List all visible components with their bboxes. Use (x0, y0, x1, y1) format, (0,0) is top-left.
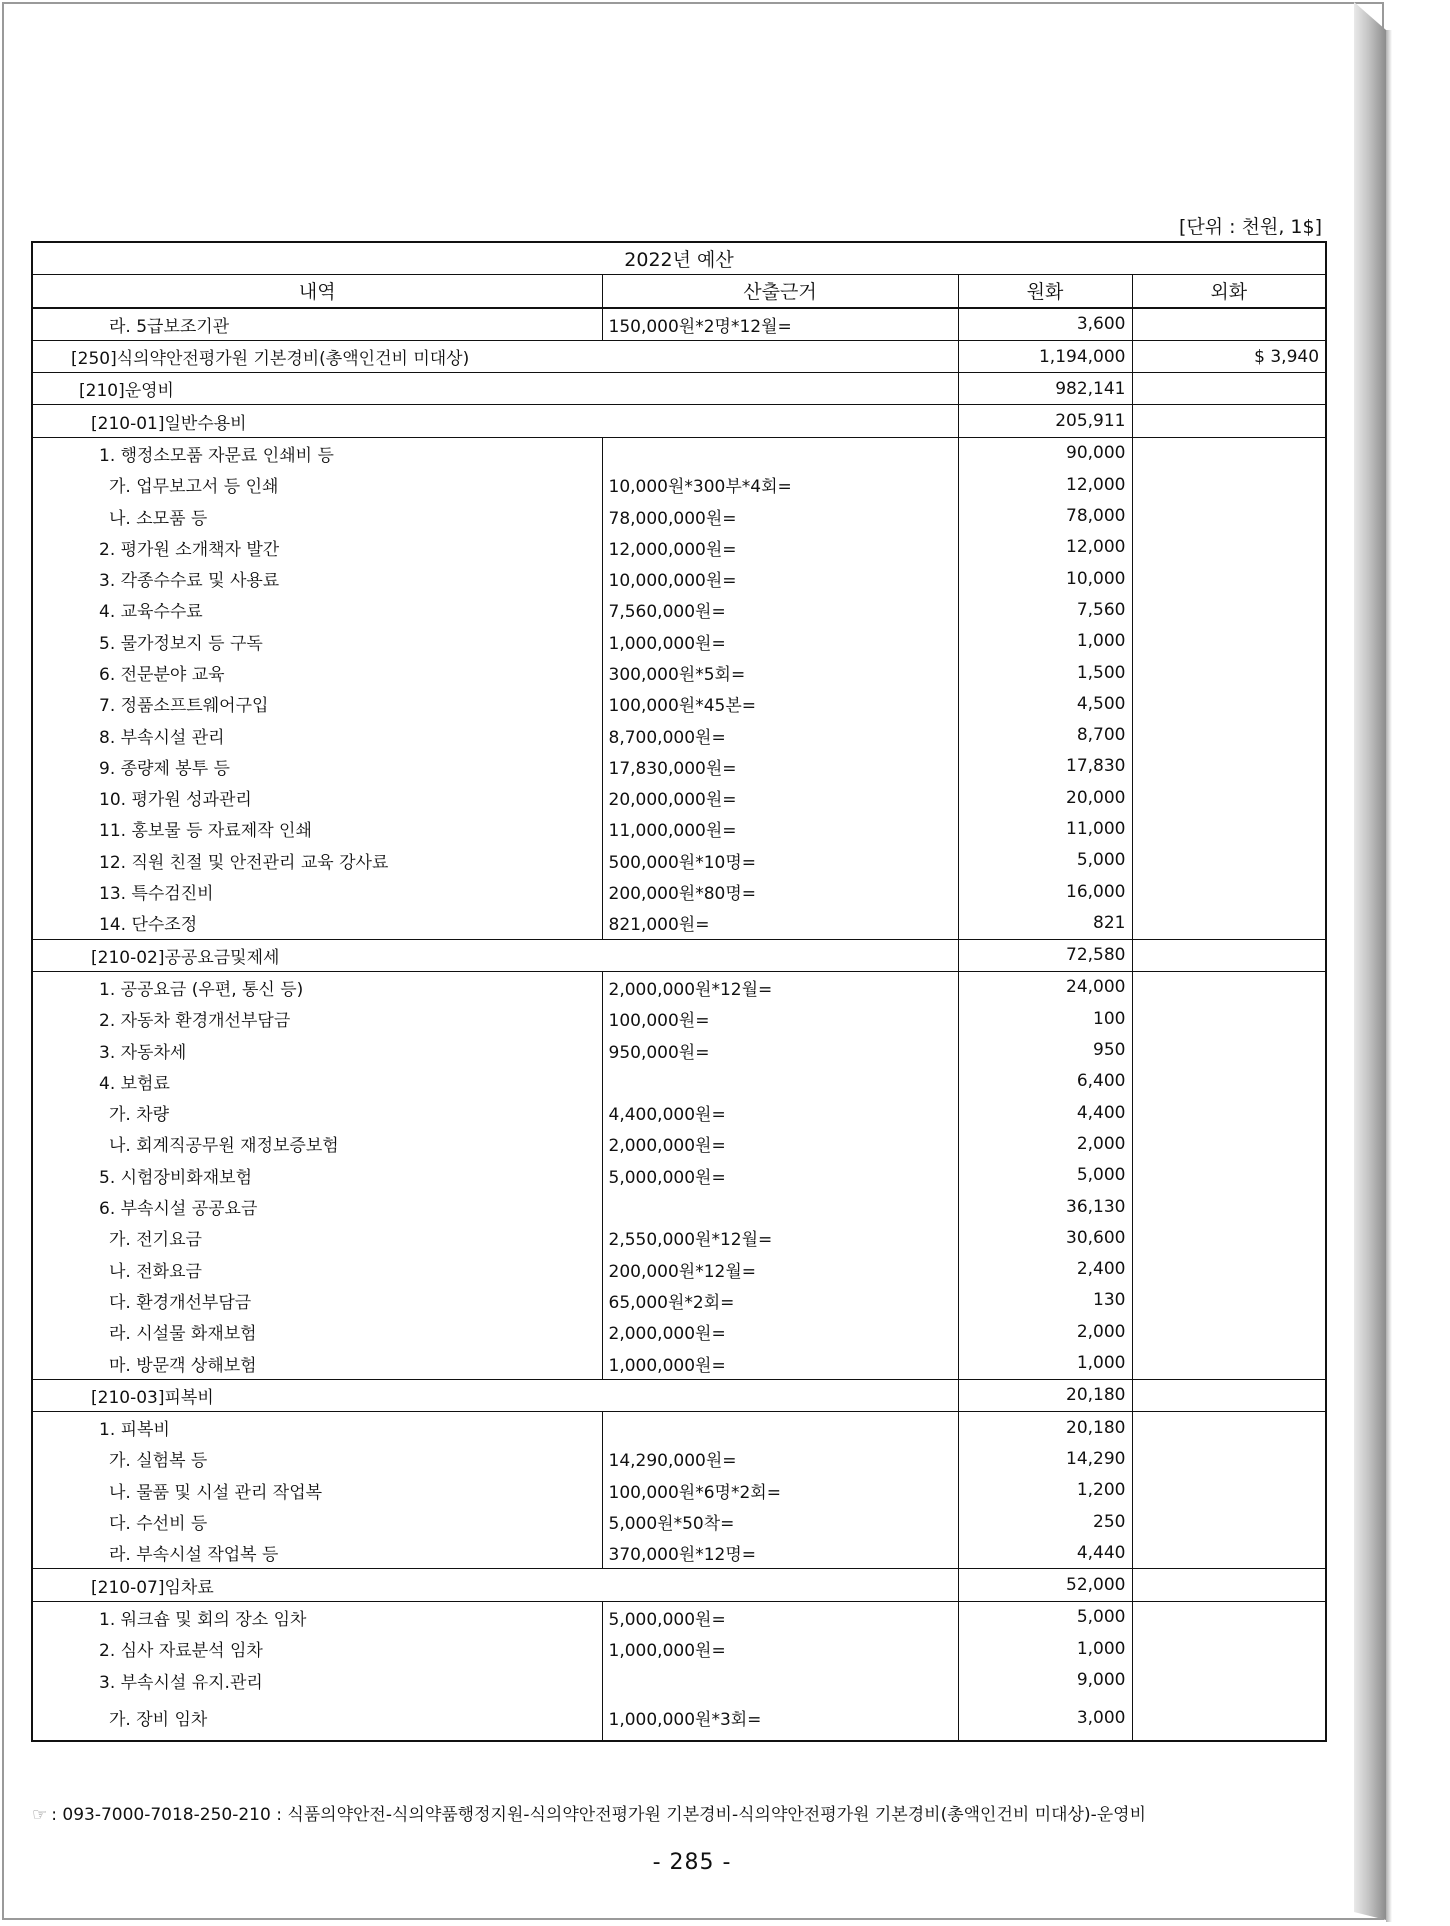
row-krw-amount: 10,000 (958, 563, 1132, 594)
row-description: 3. 각종수수료 및 사용료 (32, 563, 602, 594)
table-row (32, 813, 1326, 844)
row-basis: 1,000,000원= (602, 1347, 958, 1379)
row-krw-amount: 205,911 (958, 405, 1132, 437)
row-fx-amount (1132, 1222, 1326, 1253)
row-basis: 10,000원*300부*4회= (602, 469, 958, 500)
row-basis: 370,000원*12명= (602, 1537, 958, 1569)
row-description: 11. 홍보물 등 자료제작 인쇄 (32, 813, 602, 844)
table-row (32, 532, 1326, 563)
footnote (32, 1800, 1146, 1825)
header-basis: 산출근거 (602, 275, 958, 308)
row-fx-amount (1132, 688, 1326, 719)
table-row (32, 1475, 1326, 1506)
row-fx-amount (1132, 1128, 1326, 1159)
row-description: 1. 행정소모품 자문료 인쇄비 등 (32, 437, 602, 469)
row-description: 14. 단수조정 (32, 907, 602, 939)
row-description: 가. 전기요금 (32, 1222, 602, 1253)
table-row (32, 1003, 1326, 1034)
row-krw-amount: 72,580 (958, 939, 1132, 971)
row-fx-amount (1132, 563, 1326, 594)
footnote-text: : 093-7000-7018-250-210 : 식품의약안전-식의약품행정지원-식의약안전평가원 기본경비-식의약안전평가원 기본경비(총액인건비 미대상)-운영비 (51, 1805, 1147, 1825)
row-fx-amount: $ 3,940 (1132, 340, 1326, 372)
table-row (32, 1066, 1326, 1097)
row-krw-amount: 100 (958, 1003, 1132, 1034)
row-description: 나. 소모품 등 (32, 500, 602, 531)
row-basis: 65,000원*2회= (602, 1285, 958, 1316)
row-fx-amount (1132, 1097, 1326, 1128)
pointing-hand-icon: ☞ (32, 1805, 48, 1825)
table-row (32, 1034, 1326, 1065)
row-fx-amount (1132, 939, 1326, 971)
row-fx-amount (1132, 876, 1326, 907)
row-krw-amount: 24,000 (958, 971, 1132, 1003)
row-krw-amount: 4,440 (958, 1537, 1132, 1569)
row-description: 1. 공공요금 (우편, 통신 등) (32, 971, 602, 1003)
row-krw-amount: 9,000 (958, 1664, 1132, 1695)
row-krw-amount: 1,000 (958, 1347, 1132, 1379)
row-krw-amount: 950 (958, 1034, 1132, 1065)
row-basis: 78,000,000원= (602, 500, 958, 531)
row-description: [210-07]임차료 (32, 1569, 958, 1601)
row-basis: 200,000원*12월= (602, 1254, 958, 1285)
row-basis: 4,400,000원= (602, 1097, 958, 1128)
table-row (32, 688, 1326, 719)
row-description: 4. 보험료 (32, 1066, 602, 1097)
row-krw-amount: 982,141 (958, 373, 1132, 405)
row-fx-amount (1132, 308, 1326, 341)
row-krw-amount: 36,130 (958, 1191, 1132, 1222)
row-krw-amount: 1,194,000 (958, 340, 1132, 372)
table-row (32, 1097, 1326, 1128)
row-fx-amount (1132, 405, 1326, 437)
row-basis: 14,290,000원= (602, 1443, 958, 1474)
table-row (32, 719, 1326, 750)
row-description: 4. 교육수수료 (32, 594, 602, 625)
row-basis: 5,000원*50착= (602, 1506, 958, 1537)
header-description: 내역 (32, 275, 602, 308)
table-section-row (32, 1379, 1326, 1411)
row-krw-amount: 130 (958, 1285, 1132, 1316)
row-description: 라. 부속시설 작업복 등 (32, 1537, 602, 1569)
row-fx-amount (1132, 1633, 1326, 1664)
row-description: 가. 실험복 등 (32, 1443, 602, 1474)
row-krw-amount: 250 (958, 1506, 1132, 1537)
row-krw-amount: 7,560 (958, 594, 1132, 625)
table-section-row (32, 1569, 1326, 1601)
row-krw-amount: 4,500 (958, 688, 1132, 719)
row-basis: 200,000원*80명= (602, 876, 958, 907)
row-basis: 100,000원= (602, 1003, 958, 1034)
row-basis: 1,000,000원= (602, 1633, 958, 1664)
page-shadow (1386, 30, 1392, 1922)
row-basis (602, 1664, 958, 1695)
row-description: 다. 수선비 등 (32, 1506, 602, 1537)
row-description: [210-03]피복비 (32, 1379, 958, 1411)
row-krw-amount: 11,000 (958, 813, 1132, 844)
row-fx-amount (1132, 719, 1326, 750)
row-description: 10. 평가원 성과관리 (32, 782, 602, 813)
row-description: 7. 정품소프트웨어구입 (32, 688, 602, 719)
row-basis: 821,000원= (602, 907, 958, 939)
table-row (32, 657, 1326, 688)
row-krw-amount: 1,500 (958, 657, 1132, 688)
row-description: 라. 5급보조기관 (32, 308, 602, 341)
table-row (32, 1160, 1326, 1191)
row-basis: 500,000원*10명= (602, 845, 958, 876)
row-basis: 2,000,000원= (602, 1316, 958, 1347)
row-fx-amount (1132, 1443, 1326, 1474)
table-row (32, 626, 1326, 657)
page-number: - 285 - (652, 1850, 732, 1875)
row-krw-amount: 821 (958, 907, 1132, 939)
row-krw-amount: 78,000 (958, 500, 1132, 531)
row-fx-amount (1132, 1160, 1326, 1191)
table-row (32, 1506, 1326, 1537)
row-description: 가. 업무보고서 등 인쇄 (32, 469, 602, 500)
table-row (32, 1443, 1326, 1474)
row-krw-amount: 6,400 (958, 1066, 1132, 1097)
row-description: [210-02]공공요금및제세 (32, 939, 958, 971)
table-row (32, 1222, 1326, 1253)
row-krw-amount: 1,000 (958, 626, 1132, 657)
budget-rows (32, 308, 1326, 1741)
table-row (32, 1696, 1326, 1741)
row-fx-amount (1132, 1475, 1326, 1506)
row-krw-amount: 20,000 (958, 782, 1132, 813)
page-curl-edge (1354, 2, 1386, 1920)
row-description: 13. 특수검진비 (32, 876, 602, 907)
row-basis (602, 1066, 958, 1097)
row-description: 6. 부속시설 공공요금 (32, 1191, 602, 1222)
row-description: 가. 장비 임차 (32, 1696, 602, 1741)
row-basis: 1,000,000원= (602, 626, 958, 657)
table-row (32, 469, 1326, 500)
row-krw-amount: 1,200 (958, 1475, 1132, 1506)
row-basis: 10,000,000원= (602, 563, 958, 594)
row-krw-amount: 5,000 (958, 1601, 1132, 1633)
row-description: 5. 시험장비화재보험 (32, 1160, 602, 1191)
row-fx-amount (1132, 1601, 1326, 1633)
row-fx-amount (1132, 971, 1326, 1003)
row-krw-amount: 1,000 (958, 1633, 1132, 1664)
row-krw-amount: 20,180 (958, 1411, 1132, 1443)
row-basis: 11,000,000원= (602, 813, 958, 844)
row-fx-amount (1132, 1569, 1326, 1601)
row-description: 5. 물가정보지 등 구독 (32, 626, 602, 657)
row-basis (602, 1191, 958, 1222)
row-description: 2. 자동차 환경개선부담금 (32, 1003, 602, 1034)
table-row (32, 876, 1326, 907)
row-description: 12. 직원 친절 및 안전관리 교육 강사료 (32, 845, 602, 876)
row-description: 8. 부속시설 관리 (32, 719, 602, 750)
row-description: [210-01]일반수용비 (32, 405, 958, 437)
row-description: [210]운영비 (32, 373, 958, 405)
row-fx-amount (1132, 751, 1326, 782)
table-section-row (32, 340, 1326, 372)
row-fx-amount (1132, 594, 1326, 625)
budget-table (31, 241, 1327, 1742)
header-krw: 원화 (958, 275, 1132, 308)
row-krw-amount: 30,600 (958, 1222, 1132, 1253)
table-row (32, 594, 1326, 625)
row-krw-amount: 2,000 (958, 1316, 1132, 1347)
row-krw-amount: 4,400 (958, 1097, 1132, 1128)
row-krw-amount: 8,700 (958, 719, 1132, 750)
row-krw-amount: 20,180 (958, 1379, 1132, 1411)
row-fx-amount (1132, 469, 1326, 500)
row-basis: 2,550,000원*12월= (602, 1222, 958, 1253)
row-basis: 12,000,000원= (602, 532, 958, 563)
row-fx-amount (1132, 1034, 1326, 1065)
row-fx-amount (1132, 1696, 1326, 1741)
table-row (32, 1664, 1326, 1695)
row-krw-amount: 16,000 (958, 876, 1132, 907)
row-krw-amount: 3,000 (958, 1696, 1132, 1741)
row-fx-amount (1132, 907, 1326, 939)
row-krw-amount: 5,000 (958, 1160, 1132, 1191)
row-fx-amount (1132, 1066, 1326, 1097)
row-description: 1. 워크숍 및 회의 장소 임차 (32, 1601, 602, 1633)
row-basis: 150,000원*2명*12월= (602, 308, 958, 341)
row-description: 나. 전화요금 (32, 1254, 602, 1285)
table-row (32, 751, 1326, 782)
row-description: 2. 평가원 소개책자 발간 (32, 532, 602, 563)
row-basis: 8,700,000원= (602, 719, 958, 750)
row-fx-amount (1132, 1379, 1326, 1411)
row-krw-amount: 90,000 (958, 437, 1132, 469)
table-row (32, 782, 1326, 813)
row-basis: 5,000,000원= (602, 1160, 958, 1191)
row-description: 나. 회계직공무원 재정보증보험 (32, 1128, 602, 1159)
table-section-row (32, 939, 1326, 971)
table-row (32, 308, 1326, 341)
row-fx-amount (1132, 1285, 1326, 1316)
table-row (32, 500, 1326, 531)
table-section-row (32, 373, 1326, 405)
row-description: 라. 시설물 화재보험 (32, 1316, 602, 1347)
row-fx-amount (1132, 1191, 1326, 1222)
row-fx-amount (1132, 437, 1326, 469)
row-fx-amount (1132, 657, 1326, 688)
table-row (32, 1316, 1326, 1347)
table-row (32, 907, 1326, 939)
table-section-row (32, 405, 1326, 437)
row-krw-amount: 3,600 (958, 308, 1132, 341)
row-fx-amount (1132, 373, 1326, 405)
row-description: 6. 전문분야 교육 (32, 657, 602, 688)
row-fx-amount (1132, 845, 1326, 876)
row-fx-amount (1132, 1411, 1326, 1443)
row-krw-amount: 5,000 (958, 845, 1132, 876)
row-basis (602, 437, 958, 469)
row-description: 나. 물품 및 시설 관리 작업복 (32, 1475, 602, 1506)
table-row (32, 1537, 1326, 1569)
row-fx-amount (1132, 782, 1326, 813)
row-fx-amount (1132, 813, 1326, 844)
row-krw-amount: 2,400 (958, 1254, 1132, 1285)
table-row (32, 437, 1326, 469)
row-krw-amount: 12,000 (958, 532, 1132, 563)
row-basis: 2,000,000원*12월= (602, 971, 958, 1003)
row-krw-amount: 12,000 (958, 469, 1132, 500)
row-krw-amount: 2,000 (958, 1128, 1132, 1159)
row-description: 다. 환경개선부담금 (32, 1285, 602, 1316)
table-row (32, 971, 1326, 1003)
row-fx-amount (1132, 500, 1326, 531)
row-fx-amount (1132, 1003, 1326, 1034)
row-basis: 17,830,000원= (602, 751, 958, 782)
row-basis (602, 1411, 958, 1443)
table-row (32, 1191, 1326, 1222)
row-description: [250]식의약안전평가원 기본경비(총액인건비 미대상) (32, 340, 958, 372)
table-row (32, 1347, 1326, 1379)
row-fx-amount (1132, 1506, 1326, 1537)
row-basis: 300,000원*5회= (602, 657, 958, 688)
table-row (32, 1633, 1326, 1664)
table-row (32, 1601, 1326, 1633)
table-row (32, 1254, 1326, 1285)
table-row (32, 1411, 1326, 1443)
row-description: 2. 심사 자료분석 임차 (32, 1633, 602, 1664)
row-description: 9. 종량제 봉투 등 (32, 751, 602, 782)
row-basis: 950,000원= (602, 1034, 958, 1065)
row-basis: 100,000원*45본= (602, 688, 958, 719)
row-krw-amount: 52,000 (958, 1569, 1132, 1601)
table-row (32, 845, 1326, 876)
row-basis: 20,000,000원= (602, 782, 958, 813)
row-fx-amount (1132, 532, 1326, 563)
row-description: 3. 부속시설 유지.관리 (32, 1664, 602, 1695)
row-description: 마. 방문객 상해보험 (32, 1347, 602, 1379)
row-fx-amount (1132, 1537, 1326, 1569)
row-fx-amount (1132, 1316, 1326, 1347)
row-description: 3. 자동차세 (32, 1034, 602, 1065)
unit-note: [단위 : 천원, 1$] (1179, 216, 1322, 238)
table-row (32, 563, 1326, 594)
row-krw-amount: 17,830 (958, 751, 1132, 782)
row-basis: 1,000,000원*3회= (602, 1696, 958, 1741)
row-krw-amount: 14,290 (958, 1443, 1132, 1474)
row-basis: 100,000원*6명*2회= (602, 1475, 958, 1506)
row-basis: 5,000,000원= (602, 1601, 958, 1633)
table-row (32, 1285, 1326, 1316)
row-fx-amount (1132, 626, 1326, 657)
table-row (32, 1128, 1326, 1159)
row-description: 1. 피복비 (32, 1411, 602, 1443)
row-fx-amount (1132, 1664, 1326, 1695)
header-fx: 외화 (1132, 275, 1326, 308)
row-basis: 2,000,000원= (602, 1128, 958, 1159)
row-basis: 7,560,000원= (602, 594, 958, 625)
row-description: 가. 차량 (32, 1097, 602, 1128)
row-fx-amount (1132, 1254, 1326, 1285)
row-fx-amount (1132, 1347, 1326, 1379)
table-title: 2022년 예산 (32, 242, 1326, 275)
